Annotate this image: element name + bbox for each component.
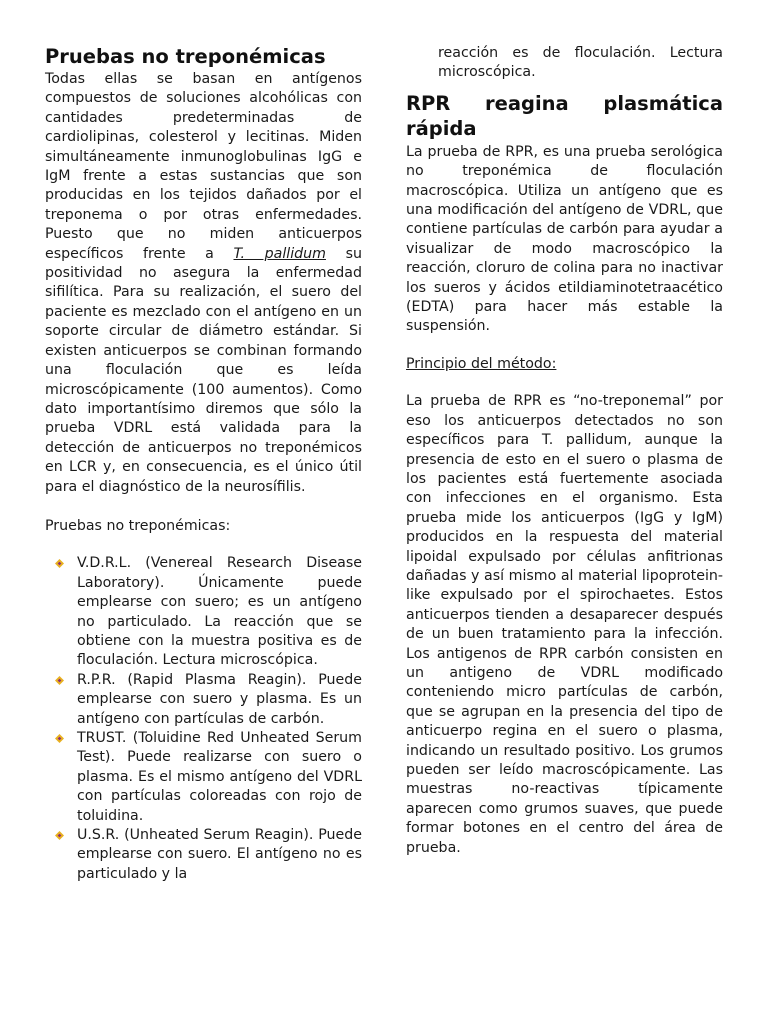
list-item [45,554,362,670]
intro-text-2: su positividad no asegura la enfermedad sifilítica. Para su realización, el suero del paciente es mezclado con el antígeno en un soporte circular de diámetro estándar. Si existen anticuerpos se combinan formando una floculación que es leída microscópicamente (100 aumentos). Como dato importantísimo diremos que sólo la prueba VDRL está validada para la detección de anticuerpos no treponémicos en LCR y, en consecuencia, es el único útil para el diagnóstico de la neurosífilis. [45,245,362,495]
section-heading-rpr: RPR reagina plasmática [406,91,723,115]
right-column [406,44,723,858]
diamond-bullet-icon [55,559,64,568]
diamond-bullet-icon [55,676,64,685]
list-item [45,826,362,884]
intro-italic-species: T. pallidum [233,245,326,262]
intro-paragraph [45,70,362,497]
left-column [45,44,362,884]
section-heading-rpr-line2: rápida [406,116,477,140]
method-principle-label: Principio del método: [406,355,557,372]
list-title: Pruebas no treponémicas: [45,517,231,534]
test-list [45,554,362,884]
diamond-bullet-icon [55,734,64,743]
list-item-text: R.P.R. (Rapid Plasma Reagin). Puede emplearse con suero y plasma. Es un antígeno con partículas de carbón. [77,671,362,727]
list-item [45,729,362,826]
diamond-bullet-icon [55,831,64,840]
list-item-text: V.D.R.L. (Venereal Research Disease Laboratory). Únicamente puede emplearse con suero; es un antígeno no particulado. La reacción que se obtiene con la muestra positiva es de floculación. Lectura microscópica. [77,555,362,669]
method-paragraph: La prueba de RPR es “no-treponemal” por eso los anticuerpos detectados no son específicos para T. pallidum, aunque la presencia de esto en el suero o plasma de los pacientes está fuertemente asociada con infecciones en el organismo. Esta prueba mide los anticuerpos (IgG y IgM) producidos en la respuesta del material lipoidal expulsado por células anfitrionas dañadas y así mismo al material lipoprotein-like expulsado por el spirochaetes. Estos anticuerpos tienden a desaparecer después de un buen tratamiento para la infección. Los antigenos de RPR carbón consisten en un antigeno de VDRL modificado conteniendo micro partículas de carbón, que se agrupan en la presencia del tipo de anticuerpo regina en el suero o plasma, indicando un resultado positivo. Los grumos pueden ser leído macroscópicamente. Las muestras no-reactivas típicamente aparecen como grumos suaves, que puede formar botones en el centro del área de prueba. [406,393,723,856]
list-item [45,671,362,729]
list-item-text: TRUST. (Toluidine Red Unheated Serum Test). Puede realizarse con suero o plasma. Es el mismo antígeno del VDRL con partículas coloreadas con rojo de toluidina. [77,730,362,824]
intro-text-1: Todas ellas se basan en antígenos compuestos de soluciones alcohólicas con cantidades predeterminadas de cardiolipinas, colesterol y lecitinas. Miden simultáneamente inmunoglobulinas IgG e IgM frente a estas sustancias que son producidas en los tejidos dañados por el treponema o por otras enfermedades. Puesto que no miden anticuerpos específicos frente a [45,71,362,262]
section-heading-pruebas: Pruebas no treponémicas [45,45,326,68]
method-principle-subheading [406,355,723,374]
list-item-continuation: reacción es de floculación. Lectura microscópica. [438,45,723,81]
rpr-paragraph: La prueba de RPR, es una prueba serológica no treponémica de floculación macroscópica. Utiliza un antígeno que es una modificación del antígeno de VDRL, que contiene partículas de carbón para ayudar a visualizar de modo macroscópico la reacción, cloruro de colina para no inactivar los sueros y ácidos etildiaminotetraacético (EDTA) para hacer más estable la suspensión. [406,143,723,335]
list-item-text: U.S.R. (Unheated Serum Reagin). Puede emplearse con suero. El antígeno no es particulado y la [77,827,362,882]
